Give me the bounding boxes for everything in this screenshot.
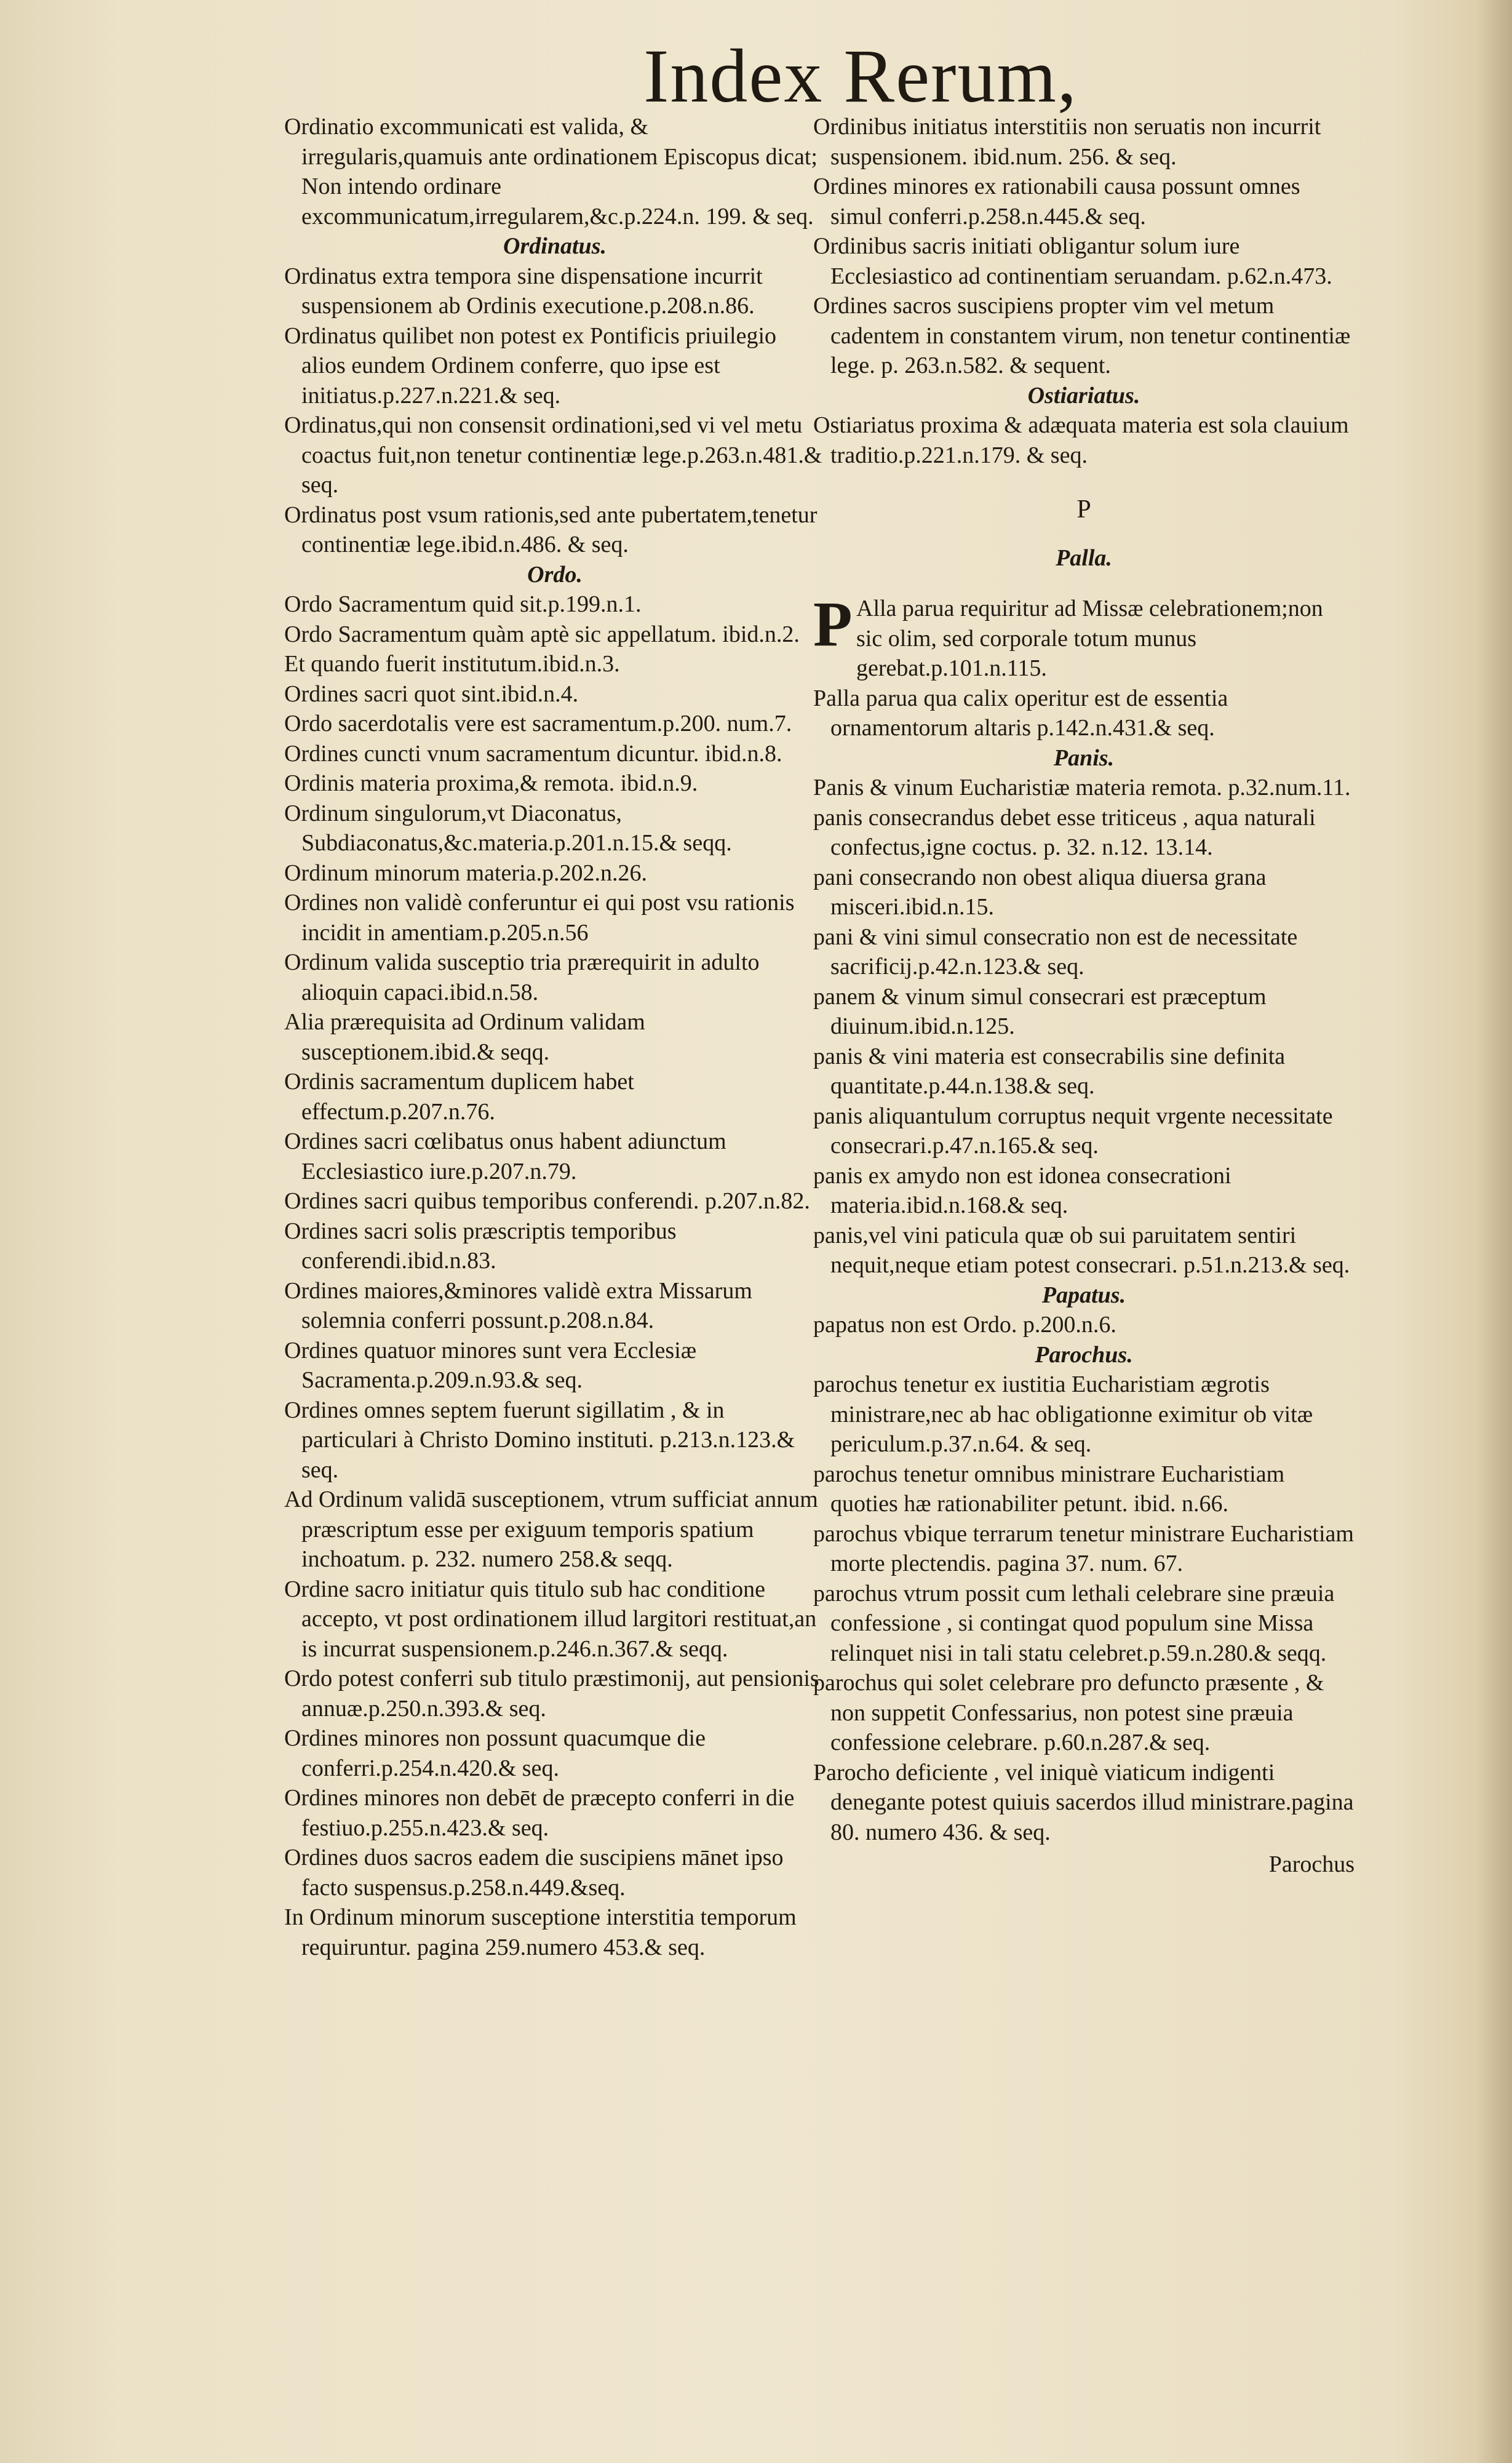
- index-entry: Ordines non validè conferuntur ei qui post vsu rationis incidit in amentiam.p.205.n.56: [284, 890, 795, 946]
- index-entry: panis consecrandus debet esse triticeus , aqua naturali confectus,igne coctus. p. 32. n.12. 13.14.: [813, 804, 1316, 860]
- index-entry: panis,vel vini paticula quæ ob sui paruitatem sentiri nequit,neque etiam potest consecrari. p.51.n.213.& seq.: [813, 1222, 1350, 1278]
- page-title: Index Rerum,: [643, 34, 1078, 118]
- index-entry: Ordo Sacramentum quid sit.p.199.n.1.: [284, 591, 642, 617]
- right-column: [813, 112, 1355, 1877]
- index-entry: Ordine sacro initiatur quis titulo sub hac conditione accepto, vt post ordinationem illud largitori restituat,an is incurrat suspensionem.p.246.n.367.& seqq.: [284, 1576, 817, 1662]
- index-entry: Palla parua qua calix operitur est de essentia ornamentorum altaris p.142.n.431.& seq.: [813, 685, 1228, 741]
- left-column: [284, 112, 826, 1962]
- alphabet-letter-heading: P: [1076, 495, 1091, 524]
- drop-cap: P: [813, 589, 853, 660]
- index-entry: Ordines cuncti vnum sacramentum dicuntur. ibid.n.8.: [284, 740, 782, 767]
- index-entry: panis aliquantulum corruptus nequit vrgente necessitate consecrari.p.47.n.165.& seq.: [813, 1103, 1333, 1159]
- section-heading: Parochus.: [1035, 1341, 1133, 1368]
- index-entry: Ordines quatuor minores sunt vera Ecclesiæ Sacramenta.p.209.n.93.& seq.: [284, 1337, 697, 1393]
- index-entry: Ordines minores non debēt de præcepto conferri in die festiuo.p.255.n.423.& seq.: [284, 1785, 795, 1841]
- index-entry: Ordines sacros suscipiens propter vim vel metum cadentem in constantem virum, non tenetur continentiæ lege. p. 263.n.582. & sequent.: [813, 293, 1351, 378]
- index-entry: Ordinum singulorum,vt Diaconatus, Subdiaconatus,&c.materia.p.201.n.15.& seqq.: [284, 800, 732, 856]
- index-entry: Ordo Sacramentum quàm aptè sic appellatum. ibid.n.2.: [284, 621, 800, 647]
- index-entry: Et quando fuerit institutum.ibid.n.3.: [284, 651, 620, 677]
- section-heading: Panis.: [1053, 744, 1115, 771]
- index-entry: Ordines minores ex rationabili causa possunt omnes simul conferri.p.258.n.445.& seq.: [813, 174, 1300, 230]
- index-entry: Ordines minores non possunt quacumque die conferri.p.254.n.420.& seq.: [284, 1725, 706, 1781]
- index-entry: Ordinatus quilibet non potest ex Pontificis priuilegio alios eundem Ordinem conferre, quo ipse est initiatus.p.227.n.221.& seq.: [284, 322, 777, 409]
- catchword: Parochus: [1268, 1851, 1355, 1877]
- index-entry: Ordines sacri quot sint.ibid.n.4.: [284, 681, 579, 707]
- index-entry: parochus vbique terrarum tenetur ministrare Eucharistiam morte plectendis. pagina 37. num. 67.: [813, 1520, 1354, 1576]
- index-entry: panem & vinum simul consecrari est præceptum diuinum.ibid.n.125.: [813, 983, 1267, 1039]
- index-entry: Parocho deficiente , vel iniquè viaticum indigenti denegante potest quiuis sacerdos illud ministrare.pagina 80. numero 436. & seq.: [813, 1759, 1354, 1845]
- index-entry: papatus non est Ordo. p.200.n.6.: [813, 1312, 1116, 1338]
- index-entry: In Ordinum minorum susceptione interstitia temporum requiruntur. pagina 259.numero 453.& seq.: [284, 1904, 797, 1960]
- index-entry: pani & vini simul consecratio non est de necessitate sacrificij.p.42.n.123.& seq.: [813, 924, 1298, 980]
- index-entry: Ordinatio excommunicati est valida, & irregularis,quamuis ante ordinationem Episcopus dicat; Non intendo ordinare excommunicatum,irregularem,&c.p.224.n. 199. & seq.: [284, 114, 818, 230]
- section-heading: Palla.: [1056, 545, 1112, 571]
- index-entry: Ordinibus initiatus interstitiis non seruatis non incurrit suspensionem. ibid.num. 256. & seq.: [813, 114, 1321, 170]
- index-entry: Ordines sacri cœlibatus onus habent adiunctum Ecclesiastico iure.p.207.n.79.: [284, 1128, 726, 1184]
- index-entry: panis ex amydo non est idonea consecrationi materia.ibid.n.168.& seq.: [813, 1162, 1231, 1218]
- index-entry: Ordines omnes septem fuerunt sigillatim , & in particulari à Christo Domino instituti. p.213.n.123.& seq.: [284, 1397, 795, 1483]
- index-entry: [813, 589, 1355, 684]
- index-entry: panis & vini materia est consecrabilis sine definita quantitate.p.44.n.138.& seq.: [813, 1043, 1286, 1099]
- index-entry: Ordinum valida susceptio tria prærequirit in adulto alioquin capaci.ibid.n.58.: [284, 949, 760, 1005]
- spine-shadow: [1475, 0, 1512, 2463]
- section-heading: Papatus.: [1041, 1282, 1126, 1308]
- index-entry: Ordinatus,qui non consensit ordinationi,sed vi vel metu coactus fuit,non tenetur continentiæ lege.p.263.n.481.& seq.: [284, 412, 822, 498]
- index-entry: Ordinatus extra tempora sine dispensatione incurrit suspensionem ab Ordinis executione.p.208.n.86.: [284, 263, 763, 319]
- index-entry: parochus tenetur ex iustitia Eucharistiam ægrotis ministrare,nec ab hac obligationne eximitur ob vitæ periculum.p.37.n.64. & seq.: [813, 1371, 1313, 1457]
- index-entry: Panis & vinum Eucharistiæ materia remota. p.32.num.11.: [813, 775, 1351, 800]
- index-entry: Alia prærequisita ad Ordinum validam susceptionem.ibid.& seqq.: [284, 1009, 645, 1065]
- index-entry: parochus tenetur omnibus ministrare Eucharistiam quoties hæ rationabiliter petunt. ibid. n.66.: [813, 1461, 1285, 1517]
- index-entry: Ordines sacri solis præscriptis temporibus conferendi.ibid.n.83.: [284, 1218, 677, 1274]
- index-entry: Ordinibus sacris initiati obligantur solum iure Ecclesiastico ad continentiam seruandam. p.62.n.473.: [813, 233, 1332, 289]
- index-entry: Ordinum minorum materia.p.202.n.26.: [284, 860, 647, 886]
- index-entry: Ordinatus post vsum rationis,sed ante pubertatem,tenetur continentiæ lege.ibid.n.486. & seq.: [284, 501, 818, 557]
- section-heading: Ordinatus.: [503, 233, 607, 259]
- index-entry: Ostiariatus proxima & adæquata materia est sola clauium traditio.p.221.n.179. & seq.: [813, 412, 1349, 468]
- section-heading: Ostiariatus.: [1027, 382, 1140, 409]
- index-entry: parochus qui solet celebrare pro defuncto præsente , & non suppetit Confessarius, non potest sine præuia confessione celebrare. p.60.n.287.& seq.: [813, 1670, 1324, 1755]
- index-entry: Ordines duos sacros eadem die suscipiens mānet ipso facto suspensus.p.258.n.449.&seq.: [284, 1845, 784, 1901]
- index-entry: pani consecrando non obest aliqua diuersa grana misceri.ibid.n.15.: [813, 864, 1267, 920]
- section-heading: Ordo.: [527, 561, 583, 588]
- index-entry: Ordinis sacramentum duplicem habet effectum.p.207.n.76.: [284, 1069, 634, 1125]
- index-entry: Ordines sacri quibus temporibus conferendi. p.207.n.82.: [284, 1188, 810, 1214]
- index-entry: Ordo potest conferri sub titulo præstimonij, aut pensionis annuæ.p.250.n.393.& seq.: [284, 1666, 819, 1722]
- index-entry-text: Alla parua requiritur ad Missæ celebrationem;non sic olim, sed corporale totum munus gerebat.p.101.n.115.: [856, 596, 1323, 681]
- index-entry: Ad Ordinum validā susceptionem, vtrum sufficiat annum præscriptum esse per exiguum temporis spatium inchoatum. p. 232. numero 258.& seqq.: [284, 1487, 818, 1572]
- index-entry: Ordines maiores,&minores validè extra Missarum solemnia conferri possunt.p.208.n.84.: [284, 1277, 752, 1333]
- index-entry: Ordinis materia proxima,& remota. ibid.n.9.: [284, 770, 698, 796]
- index-entry: parochus vtrum possit cum lethali celebrare sine præuia confessione , si contingat quod populum sine Missa relinquet nisi in tali statu celebret.p.59.n.280.& seqq.: [813, 1580, 1335, 1666]
- index-entry: Ordo sacerdotalis vere est sacramentum.p.200. num.7.: [284, 711, 792, 737]
